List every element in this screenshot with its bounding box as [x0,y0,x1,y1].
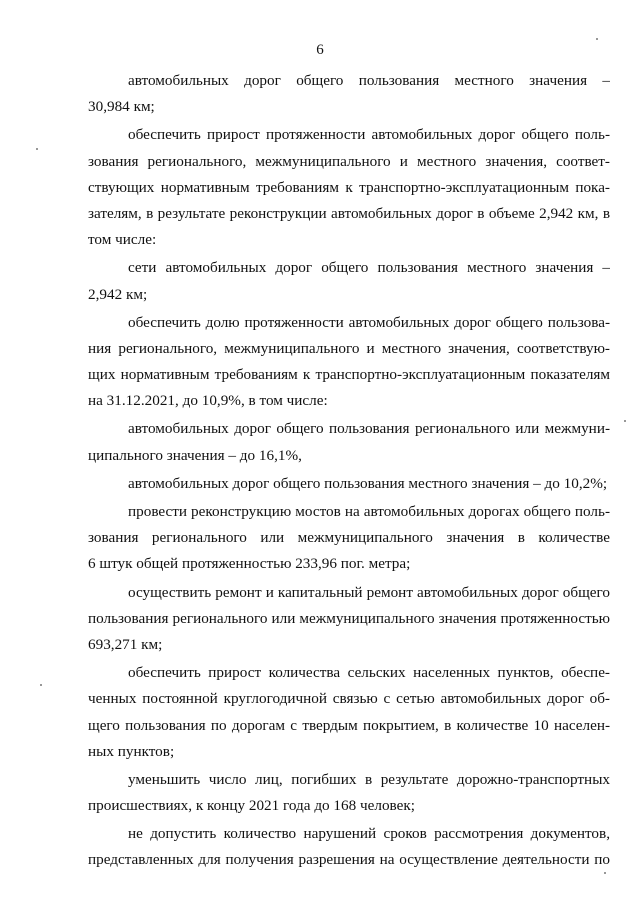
paragraph-line: ствующих нормативным требованиям к транспортно-эксплуатационным пока- [88,178,610,196]
page-number: 6 [316,42,324,58]
paragraph-line: обеспечить прирост количества сельских населенных пунктов, обеспе- [128,664,610,682]
paragraph-line: зования регионального или межмуниципального значения в количестве [88,529,610,547]
paragraph-line: обеспечить долю протяженности автомобильных дорог общего пользова- [128,313,610,331]
paragraph-line: автомобильных дорог общего пользования регионального или межмуни- [128,420,610,438]
paragraph-line: не допустить количество нарушений сроков рассмотрения документов, [128,825,610,843]
paragraph-line: автомобильных дорог общего пользования местного значения – [128,72,610,89]
paragraph-line: обеспечить прирост протяженности автомобильных дорог общего поль- [128,126,610,144]
paragraph-line: зателям, в результате реконструкции автомобильных дорог в объеме 2,942 км, в [88,204,610,222]
scan-speck [36,148,38,150]
paragraph-line: сети автомобильных дорог общего пользования местного значения – [128,259,610,277]
paragraph-line: на 31.12.2021, до 10,9%, в том числе: [88,392,328,410]
paragraph-line: провести реконструкцию мостов на автомобильных дорогах общего поль- [128,503,610,520]
paragraph-line: представленных для получения разрешения на осуществление деятельности по [88,851,610,869]
scan-speck [604,872,606,874]
paragraph-line: 2,942 км; [88,285,148,303]
paragraph-line: ципального значения – до 16,1%, [88,446,302,464]
scan-speck [40,684,42,686]
paragraph-line: зования регионального, межмуниципального и местного значения, соответ- [88,152,610,170]
paragraph-line: 6 штук общей протяженностью 233,96 пог. метра; [88,555,411,573]
paragraph-line: том числе: [88,231,157,249]
document-body [88,68,610,874]
paragraph-line: ченных постоянной круглогодичной связью с сетью автомобильных дорог об- [88,690,610,708]
paragraph-line: 693,271 км; [88,635,163,653]
paragraph-line: пользования регионального или межмуниципального значения протяженностью [88,609,610,627]
paragraph-line: ных пунктов; [88,742,175,760]
paragraph-line: 30,984 км; [88,98,155,116]
paragraph-line: автомобильных дорог общего пользования местного значения – до 10,2%; [128,474,608,492]
paragraph-line: ния регионального, межмуниципального и местного значения, соответствую- [88,339,610,357]
scan-speck [596,38,598,40]
paragraph-line: щих нормативным требованиям к транспортно-эксплуатационным показателям [88,366,610,384]
paragraph-line: происшествиях, к концу 2021 года до 168 человек; [88,797,415,815]
paragraph-line: осуществить ремонт и капитальный ремонт автомобильных дорог общего [128,583,610,601]
paragraph-line: щего пользования по дорогам с твердым покрытием, в количестве 10 населен- [88,716,610,734]
paragraph-line: уменьшить число лиц, погибших в результате дорожно-транспортных [128,770,610,788]
scan-speck [624,420,626,422]
